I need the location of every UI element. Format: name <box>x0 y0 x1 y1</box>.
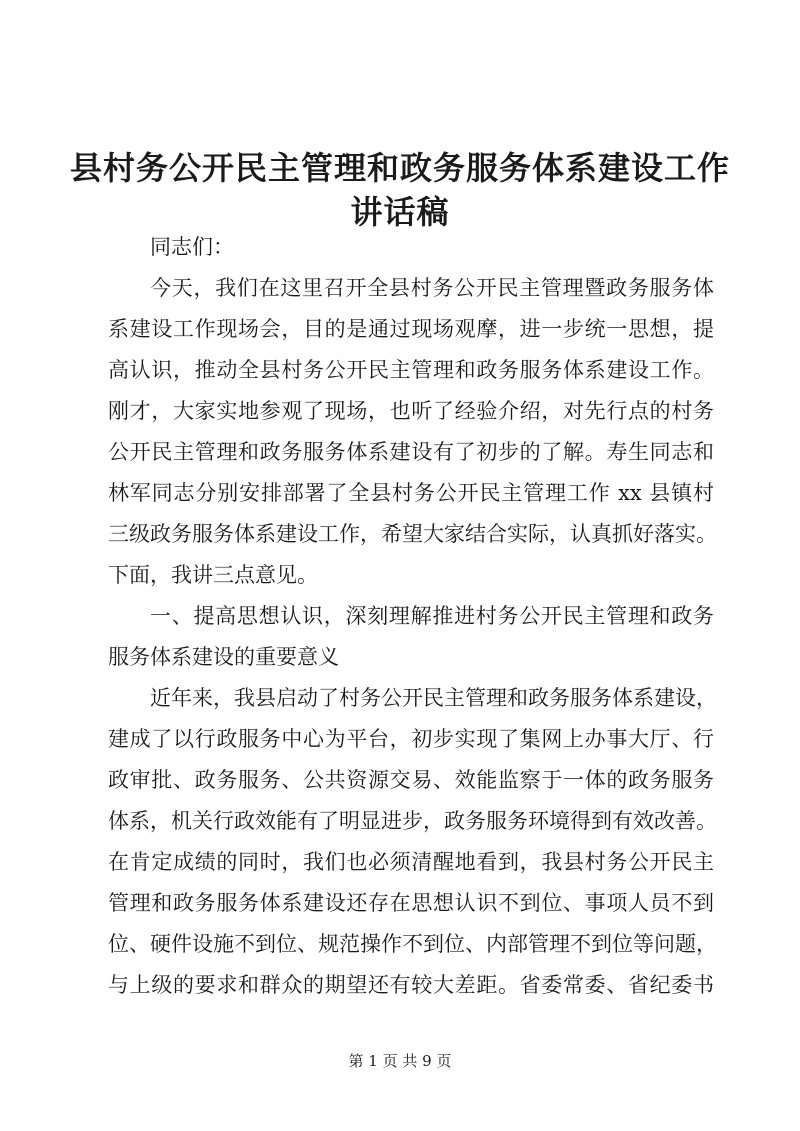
paragraph-line: 管理和政务服务体系建设还存在思想认识不到位、事项人员不到 <box>108 891 714 915</box>
paragraph-line: 三级政务服务体系建设工作，希望大家结合实际，认真抓好落实。 <box>108 522 717 546</box>
document-title-line-1: 县村务公开民主管理和政务服务体系建设工作 <box>69 149 730 187</box>
paragraph-line: 近年来，我县启动了村务公开民主管理和政务服务体系建设， <box>150 686 717 710</box>
paragraph-line: 系建设工作现场会，目的是通过现场观摩，进一步统一思想，提 <box>108 317 714 341</box>
paragraph-line: 下面，我讲三点意见。 <box>108 563 318 587</box>
paragraph-line: 今天，我们在这里召开全县村务公开民主管理暨政务服务体 <box>150 276 714 300</box>
page-footer: 第 1 页 共 9 页 <box>348 1052 452 1070</box>
paragraph-line: 与上级的要求和群众的期望还有较大差距。省委常委、省纪委书 <box>108 973 714 997</box>
salutation: 同志们： <box>150 235 234 259</box>
section-heading-line: 服务体系建设的重要意义 <box>108 645 339 669</box>
paragraph-line: 高认识，推动全县村务公开民主管理和政务服务体系建设工作。 <box>108 358 714 382</box>
paragraph-line: 在肯定成绩的同时，我们也必须清醒地看到，我县村务公开民主 <box>108 850 714 874</box>
paragraph-line: 政审批、政务服务、公共资源交易、效能监察于一体的政务服务 <box>108 768 714 792</box>
paragraph-line: 建成了以行政服务中心为平台，初步实现了集网上办事大厅、行 <box>108 727 714 751</box>
paragraph-line: 位、硬件设施不到位、规范操作不到位、内部管理不到位等问题， <box>108 932 717 956</box>
paragraph-line: 林军同志分别安排部署了全县村务公开民主管理工作 xx 县镇村 <box>108 481 714 505</box>
document-title-line-2: 讲话稿 <box>350 193 450 231</box>
paragraph-line: 刚才，大家实地参观了现场，也听了经验介绍，对先行点的村务 <box>108 399 714 423</box>
paragraph-line: 体系，机关行政效能有了明显进步，政务服务环境得到有效改善。 <box>108 809 717 833</box>
section-heading-line: 一、提高思想认识，深刻理解推进村务公开民主管理和政务 <box>150 604 714 628</box>
paragraph-line: 公开民主管理和政务服务体系建设有了初步的了解。寿生同志和 <box>108 440 714 464</box>
